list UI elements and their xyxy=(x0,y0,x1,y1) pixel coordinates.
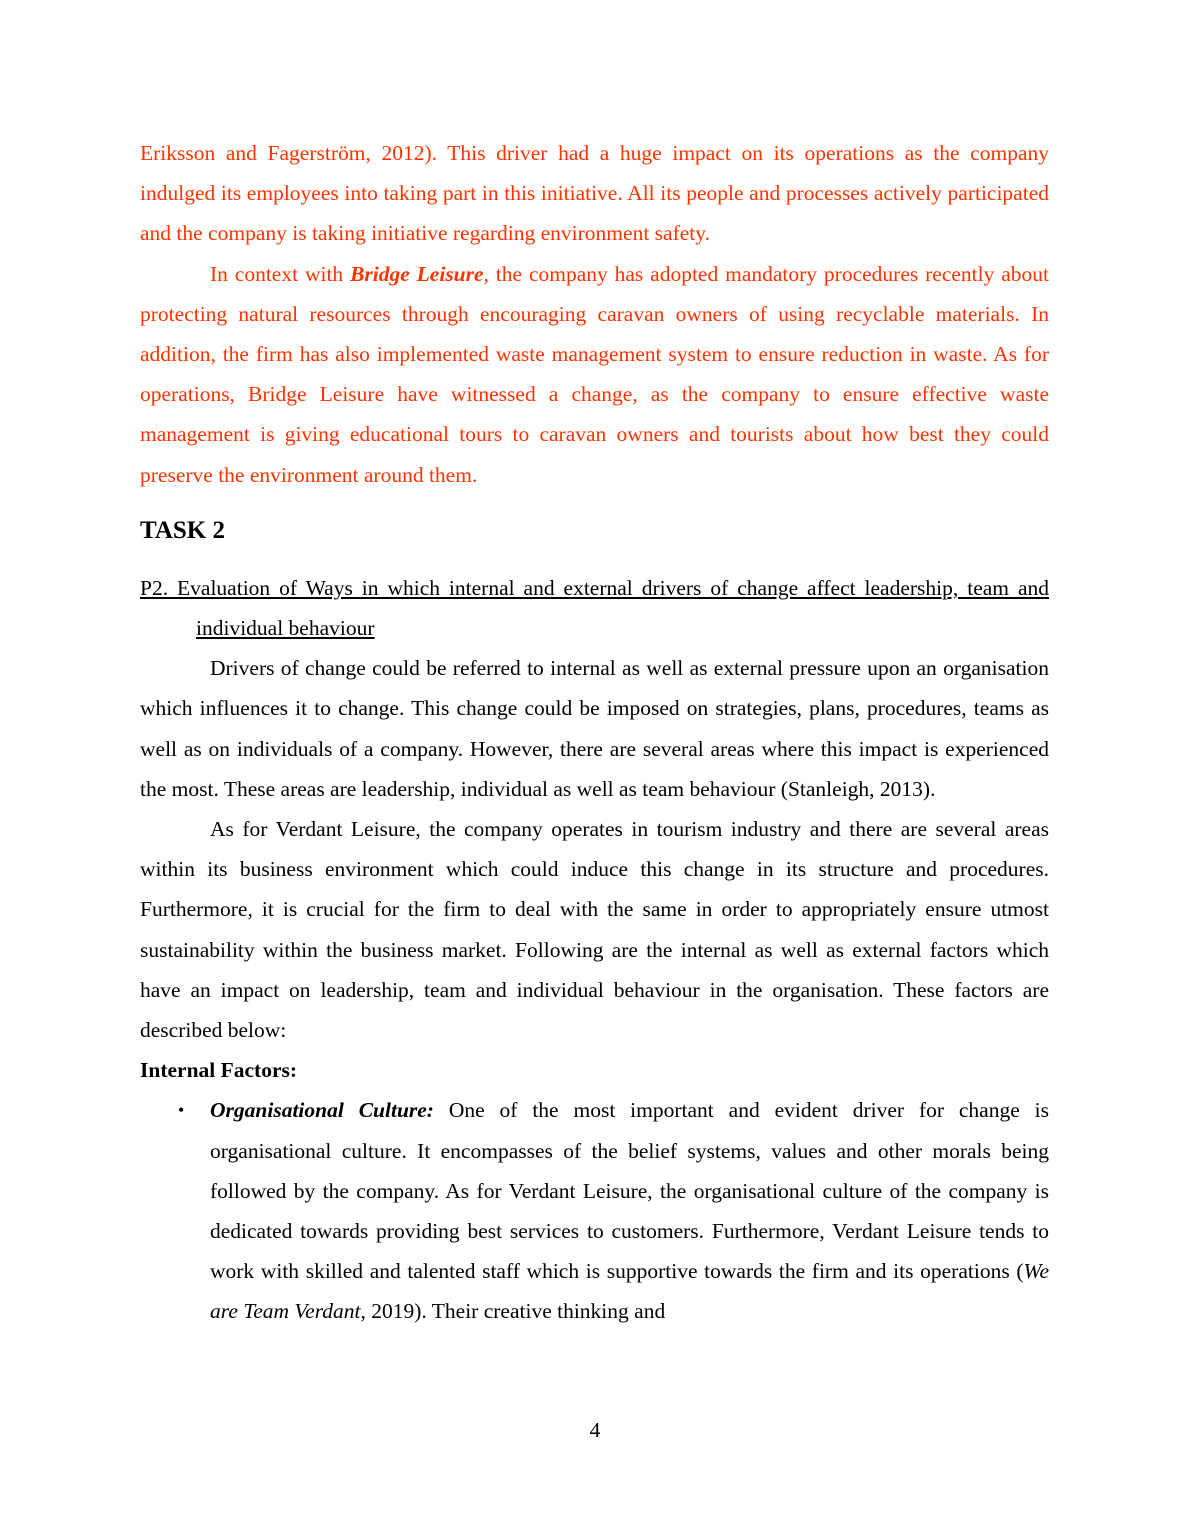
paragraph-bridge-leisure xyxy=(140,254,1049,495)
internal-factors-list xyxy=(140,1090,1049,1331)
bullet-paragraph xyxy=(210,1090,1049,1331)
section-subheading: P2. Evaluation of Ways in which internal and external drivers of change affect leadership, team and individual behaviour xyxy=(140,575,1049,641)
paragraph-bridge-leisure-body: , the company has adopted mandatory procedures recently about protecting natural resources through encouraging caravan owners of using recyclable materials. In addition, the firm has also implemented waste management system to ensure reduction in waste. As for operations, Bridge Leisure have witnessed a change, as the company to ensure effective waste management is giving educational tours to caravan owners and tourists about how best they could preserve the environment around them. xyxy=(140,261,1049,487)
bullet-term: Organisational Culture: xyxy=(210,1098,434,1123)
paragraph-verdant-leisure: As for Verdant Leisure, the company operates in tourism industry and there are several areas within its business environment which could induce this change in its structure and procedures. Furthermore, it is crucial for the firm to deal with the same in order to appropriately ensure utmost sustainability within the business market. Following are the internal as well as external factors which have an impact on leadership, team and individual behaviour in the organisation. These factors are described below: xyxy=(140,817,1049,1043)
bullet-icon: • xyxy=(178,1100,185,1121)
document-page xyxy=(140,133,1049,1332)
bullet-text-end: , 2019). Their creative thinking and xyxy=(360,1299,666,1324)
task-heading: TASK 2 xyxy=(140,516,225,544)
paragraph-bridge-leisure-intro: In context with xyxy=(210,261,351,286)
company-name-bridge-leisure: Bridge Leisure xyxy=(350,261,484,286)
bullet-citation: We are Team Verdant xyxy=(210,1259,1049,1324)
list-item xyxy=(140,1090,1049,1331)
internal-factors-heading: Internal Factors: xyxy=(140,1058,298,1083)
paragraph-drivers-of-change: Drivers of change could be referred to internal as well as external pressure upon an organisation which influences it to change. This change could be imposed on strategies, plans, procedures, teams as well as on individuals of a company. However, there are several areas where this impact is experienced the most. These areas are leadership, individual as well as team behaviour (Stanleigh, 2013). xyxy=(140,656,1049,801)
page-number: 4 xyxy=(589,1418,601,1442)
bullet-text-start: One of the most important and evident driver for change is organisational culture. It encompasses of the belief systems, values and other morals being followed by the company. As for Verdant Leisure, the organisational culture of the company is dedicated towards providing best services to customers. Furthermore, Verdant Leisure tends to work with skilled and talented staff which is supportive towards the firm and its operations ( xyxy=(210,1098,1049,1284)
paragraph-eriksson: Eriksson and Fagerström, 2012). This driver had a huge impact on its operations as the company indulged its employees into taking part in this initiative. All its people and processes actively participated and the company is taking initiative regarding environment safety. xyxy=(140,141,1049,246)
